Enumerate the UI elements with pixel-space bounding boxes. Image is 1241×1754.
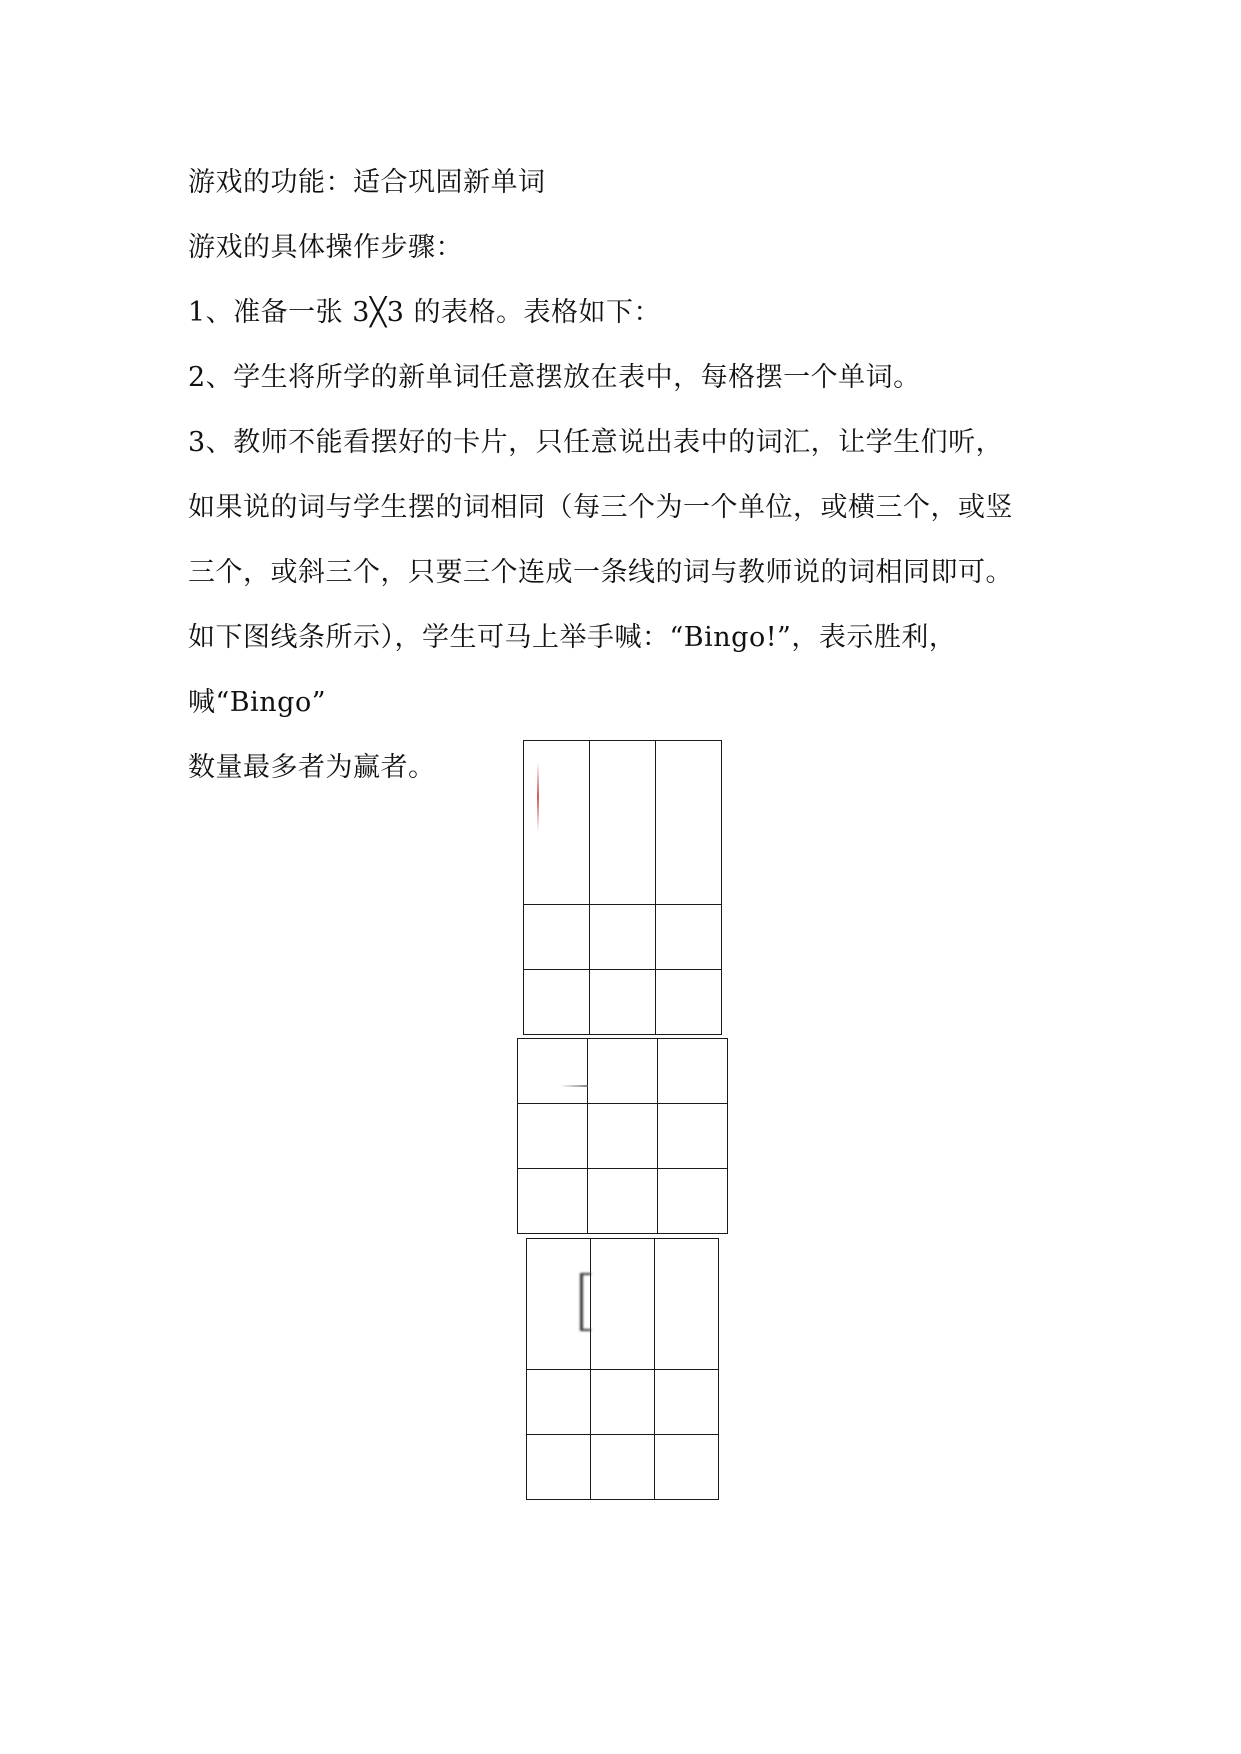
line-mark-vertical xyxy=(537,762,539,832)
grid-cell xyxy=(527,1370,591,1435)
line-step-3-e: 数量最多者为赢者。 xyxy=(188,752,436,783)
grid-cell xyxy=(518,1169,588,1234)
line-mark-horizontal xyxy=(560,1085,588,1087)
grid-cell xyxy=(588,1104,658,1169)
grid-cell xyxy=(655,1370,719,1435)
bingo-grid-1 xyxy=(523,740,722,1035)
grid-cell xyxy=(524,970,590,1035)
line-steps-heading: 游戏的具体操作步骤： xyxy=(188,232,463,263)
grid-cell xyxy=(518,1104,588,1169)
grid-cell xyxy=(655,1435,719,1500)
instructions-text xyxy=(188,150,1068,800)
line-function: 游戏的功能：适合巩固新单词 xyxy=(188,167,546,198)
grid-cell xyxy=(590,741,656,905)
grid-cell xyxy=(591,1370,655,1435)
grid-cell xyxy=(591,1239,655,1370)
grid-cell xyxy=(656,970,722,1035)
line-step-3-c: 三个，或斜三个，只要三个连成一条线的词与教师说的词相同即可。 xyxy=(188,557,1013,588)
grid-cell xyxy=(588,1039,658,1104)
line-step-1: 1、准备一张 3╳3 的表格。表格如下： xyxy=(188,297,661,328)
grid-cell xyxy=(656,905,722,970)
line-mark-bracket xyxy=(580,1273,591,1331)
grid-cell xyxy=(655,1239,719,1370)
grid-cell xyxy=(658,1169,728,1234)
line-step-3-d: 如下图线条所示），学生可马上举手喊：“Bingo!”，表示胜利，喊“Bingo” xyxy=(188,622,957,718)
bingo-grid-3 xyxy=(526,1238,719,1500)
grid-cell xyxy=(656,741,722,905)
grid-cell xyxy=(591,1435,655,1500)
grid-cell xyxy=(658,1039,728,1104)
grid-cell xyxy=(524,905,590,970)
grid-cell xyxy=(527,1435,591,1500)
grid-cell xyxy=(590,970,656,1035)
grid-cell xyxy=(518,1039,588,1104)
line-step-3-a: 3、教师不能看摆好的卡片，只任意说出表中的词汇，让学生们听， xyxy=(188,427,1004,458)
line-step-2: 2、学生将所学的新单词任意摆放在表中，每格摆一个单词。 xyxy=(188,362,921,393)
grid-cell xyxy=(590,905,656,970)
line-step-3-b: 如果说的词与学生摆的词相同（每三个为一个单位，或横三个，或竖 xyxy=(188,492,1013,523)
grid-cell xyxy=(524,741,590,905)
grid-cell xyxy=(588,1169,658,1234)
bingo-grid-2 xyxy=(517,1038,728,1234)
grid-cell xyxy=(658,1104,728,1169)
